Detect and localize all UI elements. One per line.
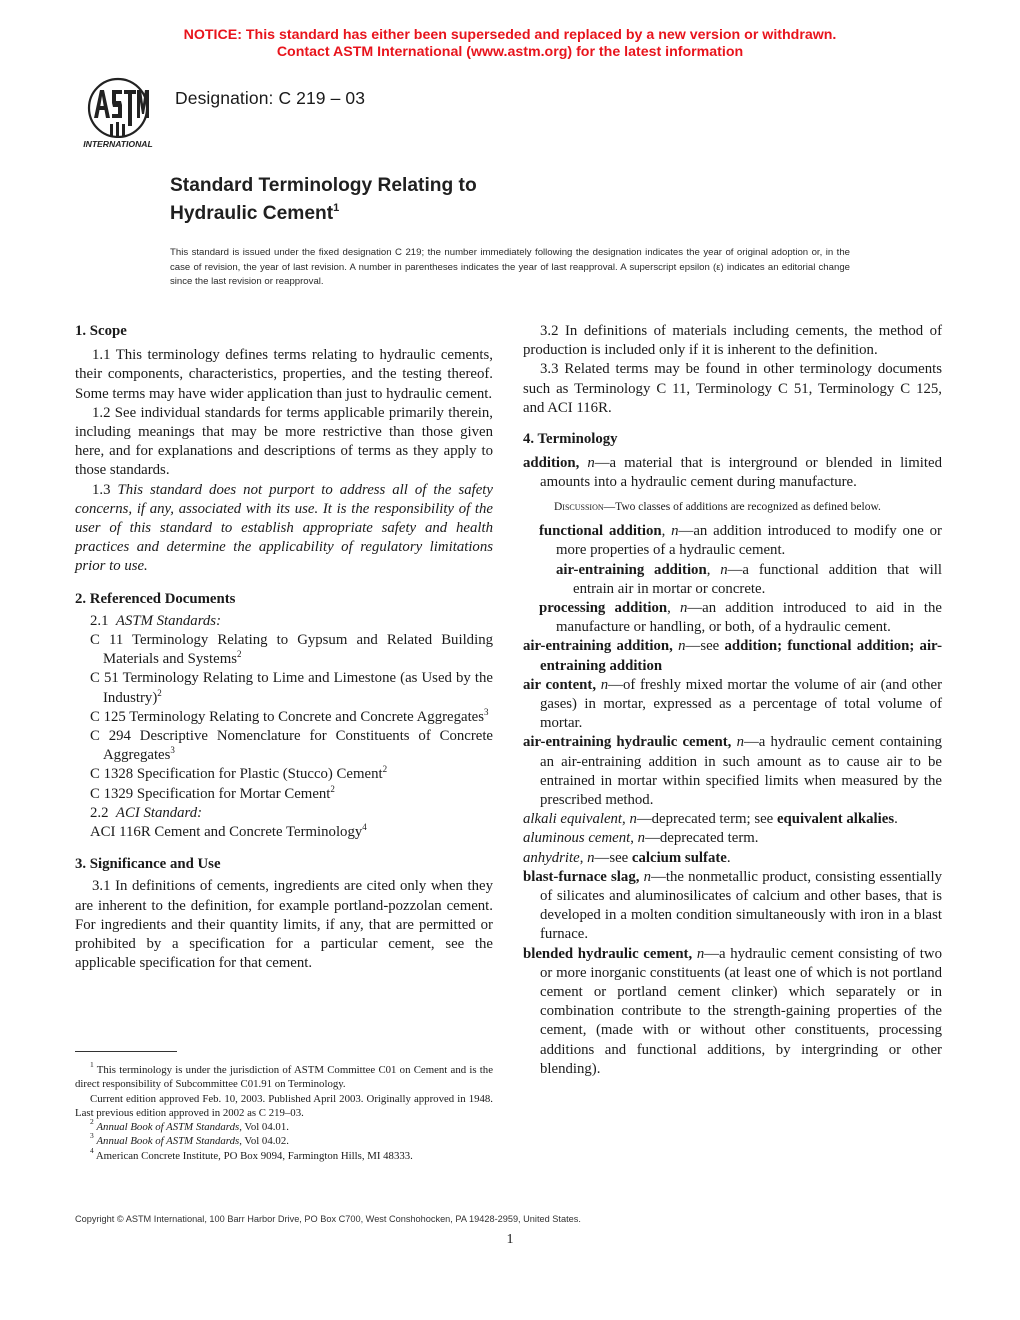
reference-item: ACI 116R Cement and Concrete Terminology$^4$ (90, 822, 367, 841)
term-addition: addition, n—a material that is interground or blended in limited amounts into a hydraulic cement during manufacture. (523, 455, 942, 491)
reference-item: C 1329 Specification for Mortar Cement$^2$ (90, 783, 335, 802)
term-blast-furnace-slag: blast-furnace slag, n—the nonmetallic product, consisting essentially of silicates and aluminosilicates of calcium and other bases, that is developed in a molten condition simultaneously with iron in a blast furnace. (523, 868, 942, 943)
discussion-note: Discussion—Two classes of additions are recognized as defined below. (554, 500, 881, 513)
footnote-divider (75, 1051, 177, 1052)
right-column (523, 322, 942, 1079)
term-air-entraining-hydraulic-cement: air-entraining hydraulic cement, n—a hydraulic cement containing an air-entraining addition in such amount as to cause air to be entrained in mortar within specified limits when measured by the prescribed method. (523, 734, 942, 808)
scope-paragraph: 1.3 This standard does not purport to address all of the safety concerns, if any, associated with its use. It is the responsibility of the user of this standard to establish appropriate safety and health practices and determine the applicability of regulatory limitations prior to use. (75, 481, 493, 575)
issued-note: This standard is issued under the fixed designation C 219; the number immediately following the designation indicates the year of original adoption or, in the case of revision, the year of last revision. A number in parentheses indicates the year of last reapproval. A superscript epsilon (ε) indicates an editorial change since the last revision or reapproval. (170, 247, 850, 288)
term-functional-addition: functional addition, n—an addition introduced to modify one or more properties of a hydraulic cement. (539, 523, 942, 559)
term-air-entraining-addition-see: air-entraining addition, n—see addition; functional addition; air-entraining addition (523, 638, 943, 674)
logo-text: INTERNATIONAL (83, 139, 153, 149)
page-number: 1 (506, 1232, 514, 1247)
aci-standard-label: 2.2 ACI Standard: (90, 804, 203, 821)
astm-standards-label: 2.1 ASTM Standards: (90, 612, 221, 629)
left-column (75, 322, 493, 974)
page-title (170, 174, 477, 225)
scope-paragraph: 1.1 This terminology defines terms relating to hydraulic cements, their components, characteristics, properties, and the testing thereof. Some terms may have wider application than just to hydraulic cement. (75, 347, 493, 402)
reference-item: C 125 Terminology Relating to Concrete and Concrete Aggregates$^3$ (90, 706, 489, 725)
term-aluminous-cement: aluminous cement, n—deprecated term. (523, 830, 759, 847)
copyright: Copyright © ASTM International, 100 Barr Harbor Drive, PO Box C700, West Conshohocken, PA 19428-2959, United States. (75, 1214, 581, 1224)
reference-item: C 1328 Specification for Plastic (Stucco) Cement$^2$ (90, 764, 388, 783)
significance-paragraph: 3.1 In definitions of cements, ingredients are cited only when they are inherent to the definition, for example portland-pozzolan cement. For ingredients and their quantity limits, if any, that are permitted or prohibited by a specification for a particular cement, see the applicable specification for that cement. (75, 878, 493, 972)
designation: Designation: C 219 – 03 (175, 88, 366, 108)
footnote: Current edition approved Feb. 10, 2003. Published April 2003. Originally approved in 1948. Last previous edition approved in 2002 as C 219–03. (75, 1092, 493, 1119)
reference-list (75, 631, 493, 804)
astm-logo-icon (74, 76, 162, 152)
section-heading-referenced: 2. Referenced Documents (75, 590, 236, 607)
reference-item: C 294 Descriptive Nomenclature for Constituents of Concrete Aggregates$^3$ (90, 728, 493, 764)
notice-line-1: NOTICE: This standard has either been superseded and replaced by a new version or withdrawn. (183, 27, 837, 43)
title-footnote-ref: 1 (333, 202, 340, 214)
section-heading-terminology: 4. Terminology (523, 431, 618, 448)
term-alkali-equivalent: alkali equivalent, n—deprecated term; see equivalent alkalies. (523, 811, 898, 828)
term-air-content: air content, n—of freshly mixed mortar the volume of air (and other gases) in mortar, expressed as a percentage of total volume of mortar. (523, 676, 942, 732)
significance-paragraph: 3.2 In definitions of materials including cements, the method of production is included only if it is inherent to the definition. (523, 323, 942, 359)
term-blended-hydraulic-cement: blended hydraulic cement, n—a hydraulic cement consisting of two or more inorganic constituents (at least one of which is not portland cement or portland cement clinker) which separately or in combination contribute to the strength-gaining properties of the cement, (made with or without other constituents, processing additions and functional additions, by intergrinding or other blending). (523, 945, 942, 1077)
withdrawal-notice (0, 27, 1020, 61)
footnote: $^4$ American Concrete Institute, PO Box 9094, Farmington Hills, MI 48333. (90, 1145, 413, 1162)
scope-paragraph: 1.2 See individual standards for terms applicable primarily therein, including meanings that may be more restrictive than those given here, and for explanations and descriptions of terms as they apply to those standards. (75, 404, 493, 479)
significance-paragraph: 3.3 Related terms may be found in other terminology documents such as Terminology C 11, Terminology C 51, Terminology C 125, and ACI 116R. (523, 361, 942, 416)
section-heading-scope: 1. Scope (75, 323, 127, 339)
term-processing-addition: processing addition, n—an addition introduced to aid in the manufacture or handling, or both, of a hydraulic cement. (539, 599, 942, 636)
notice-line-2: Contact ASTM International (www.astm.org) for the latest information (276, 44, 744, 60)
section-heading-significance: 3. Significance and Use (75, 856, 221, 873)
footnotes (75, 1060, 493, 1163)
term-air-entraining-addition: air-entraining addition, n—a functional addition that will entrain air in mortar or concrete. (556, 561, 942, 597)
reference-item: C 11 Terminology Relating to Gypsum and Related Building Materials and Systems$^2$ (90, 632, 493, 668)
reference-item: C 51 Terminology Relating to Lime and Limestone (as Used by the Industry)$^2$ (90, 670, 493, 706)
footnote: $^3$ Annual Book of ASTM Standards, Vol 04.02. (90, 1131, 289, 1148)
footnote: $^2$ Annual Book of ASTM Standards, Vol 04.01. (90, 1117, 289, 1134)
term-anhydrite: anhydrite, n—see calcium sulfate. (523, 849, 731, 866)
title-line-1: Standard Terminology Relating to (170, 175, 477, 196)
title-line-2: Hydraulic Cement (170, 203, 334, 224)
footnote: $^1$ This terminology is under the jurisdiction of ASTM Committee C01 on Cement and is the direct responsibility of Subcommittee C01.91 on Terminology. (75, 1060, 493, 1091)
